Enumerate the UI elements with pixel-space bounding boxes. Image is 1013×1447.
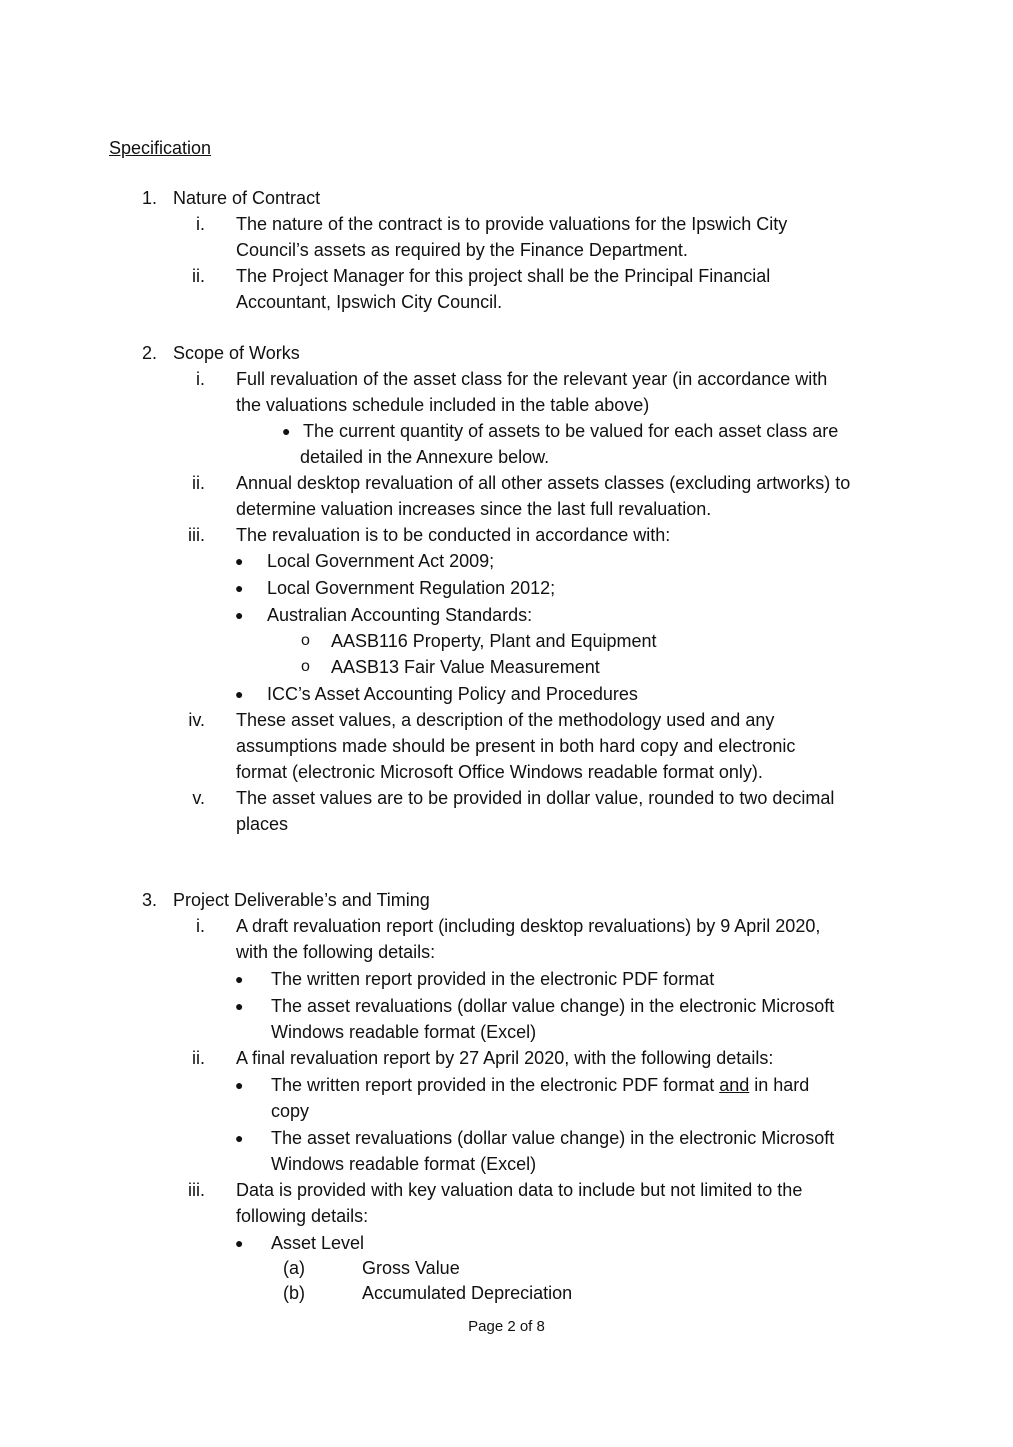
page-heading: Specification xyxy=(109,138,212,158)
s3-item-ii-bullet2-line1: The asset revaluations (dollar value change) in the electronic Microsoft xyxy=(271,1128,835,1148)
s2-item-iii-sub1: AASB116 Property, Plant and Equipment xyxy=(331,631,657,651)
s3-item-i-bullet2-line2: Windows readable format (Excel) xyxy=(271,1022,537,1042)
s3-item-ii-bullet1-text: The written report provided in the electronic PDF format xyxy=(271,1075,720,1095)
bullet-icon: ● xyxy=(235,998,244,1014)
s2-item-i-bullet-line1: The current quantity of assets to be valued for each asset class are xyxy=(303,421,839,441)
s3-item-iii-line1: Data is provided with key valuation data to include but not limited to the xyxy=(236,1180,803,1200)
s2-item-ii-number: ii. xyxy=(192,473,205,493)
s2-item-i-number: i. xyxy=(196,369,205,389)
s2-item-ii-line2: determine valuation increases since the last full revaluation. xyxy=(236,499,712,519)
s2-item-iv-line1: These asset values, a description of the methodology used and any xyxy=(236,710,775,730)
s3-item-iii-sub-b-number: (b) xyxy=(283,1283,305,1303)
s1-item-ii-number: ii. xyxy=(192,266,205,286)
hollow-bullet-icon: o xyxy=(301,658,310,675)
bullet-icon: ● xyxy=(235,607,244,623)
bullet-icon: ● xyxy=(235,553,244,569)
s3-item-i-line1: A draft revaluation report (including desktop revaluations) by 9 April 2020, xyxy=(236,916,821,936)
section-1-number: 1. xyxy=(141,188,157,208)
bullet-icon: ● xyxy=(235,971,244,987)
s2-item-i-line1: Full revaluation of the asset class for the relevant year (in accordance with xyxy=(236,369,828,389)
s3-item-ii-bullet1-line1 xyxy=(271,1073,809,1097)
s3-item-ii-bullet1-line2: copy xyxy=(271,1101,310,1121)
s3-item-i-bullet2-line1: The asset revaluations (dollar value change) in the electronic Microsoft xyxy=(271,996,835,1016)
s3-item-iii-line2: following details: xyxy=(236,1206,369,1226)
s3-item-iii-bullet1: Asset Level xyxy=(271,1233,365,1253)
section-1-title: Nature of Contract xyxy=(173,188,321,208)
s1-item-i-number: i. xyxy=(196,214,205,234)
s1-item-ii-line2: Accountant, Ipswich City Council. xyxy=(236,292,503,312)
section-2-title: Scope of Works xyxy=(173,343,300,363)
s2-item-iii-bullet2: Local Government Regulation 2012; xyxy=(267,578,556,598)
s2-item-iii-line1: The revaluation is to be conducted in accordance with: xyxy=(236,525,671,545)
s3-item-i-line2: with the following details: xyxy=(236,942,436,962)
s2-item-i-bullet-line2: detailed in the Annexure below. xyxy=(300,447,550,467)
bullet-icon: ● xyxy=(235,1077,244,1093)
s2-item-iv-line2: assumptions made should be present in both hard copy and electronic xyxy=(236,736,796,756)
page-footer: Page 2 of 8 xyxy=(468,1318,545,1335)
bullet-icon: ● xyxy=(235,1235,244,1251)
s3-item-ii-bullet2-line2: Windows readable format (Excel) xyxy=(271,1154,537,1174)
hollow-bullet-icon: o xyxy=(301,632,310,649)
s3-item-ii-number: ii. xyxy=(192,1048,205,1068)
s3-item-i-bullet1: The written report provided in the electronic PDF format xyxy=(271,969,715,989)
section-3-title: Project Deliverable’s and Timing xyxy=(173,890,430,910)
s3-item-ii-line1: A final revaluation report by 27 April 2020, with the following details: xyxy=(236,1048,774,1068)
s2-item-i-line2: the valuations schedule included in the table above) xyxy=(236,395,650,415)
s3-item-ii-bullet1-underlined: and xyxy=(719,1075,750,1095)
s2-item-iii-bullet1: Local Government Act 2009; xyxy=(267,551,495,571)
s2-item-v-line1: The asset values are to be provided in dollar value, rounded to two decimal xyxy=(236,788,835,808)
s3-item-iii-number: iii. xyxy=(188,1180,205,1200)
s3-item-iii-sub-a-text: Gross Value xyxy=(362,1258,460,1278)
s1-item-i-line1: The nature of the contract is to provide valuations for the Ipswich City xyxy=(236,214,788,234)
bullet-icon: ● xyxy=(235,1130,244,1146)
s2-item-ii-line1: Annual desktop revaluation of all other assets classes (excluding artworks) to xyxy=(236,473,851,493)
s2-item-iii-bullet3: Australian Accounting Standards: xyxy=(267,605,533,625)
s2-item-v-number: v. xyxy=(192,788,205,808)
s3-item-ii-bullet1-text-end: in hard xyxy=(749,1075,810,1095)
bullet-icon: ● xyxy=(235,686,244,702)
s1-item-ii-line1: The Project Manager for this project shall be the Principal Financial xyxy=(236,266,771,286)
s2-item-iv-number: iv. xyxy=(188,710,205,730)
s3-item-i-number: i. xyxy=(196,916,205,936)
bullet-icon: ● xyxy=(282,423,291,439)
s2-item-iii-sub2: AASB13 Fair Value Measurement xyxy=(331,657,600,677)
s2-item-iii-number: iii. xyxy=(188,525,205,545)
section-3-number: 3. xyxy=(141,890,157,910)
s2-item-iv-line3: format (electronic Microsoft Office Windows readable format only). xyxy=(236,762,763,782)
section-2-number: 2. xyxy=(141,343,157,363)
s2-item-v-line2: places xyxy=(236,814,289,834)
s2-item-iii-bullet4: ICC’s Asset Accounting Policy and Procedures xyxy=(267,684,638,704)
s3-item-iii-sub-b-text: Accumulated Depreciation xyxy=(362,1283,573,1303)
s3-item-iii-sub-a-number: (a) xyxy=(283,1258,305,1278)
bullet-icon: ● xyxy=(235,580,244,596)
s1-item-i-line2: Council’s assets as required by the Finance Department. xyxy=(236,240,688,260)
